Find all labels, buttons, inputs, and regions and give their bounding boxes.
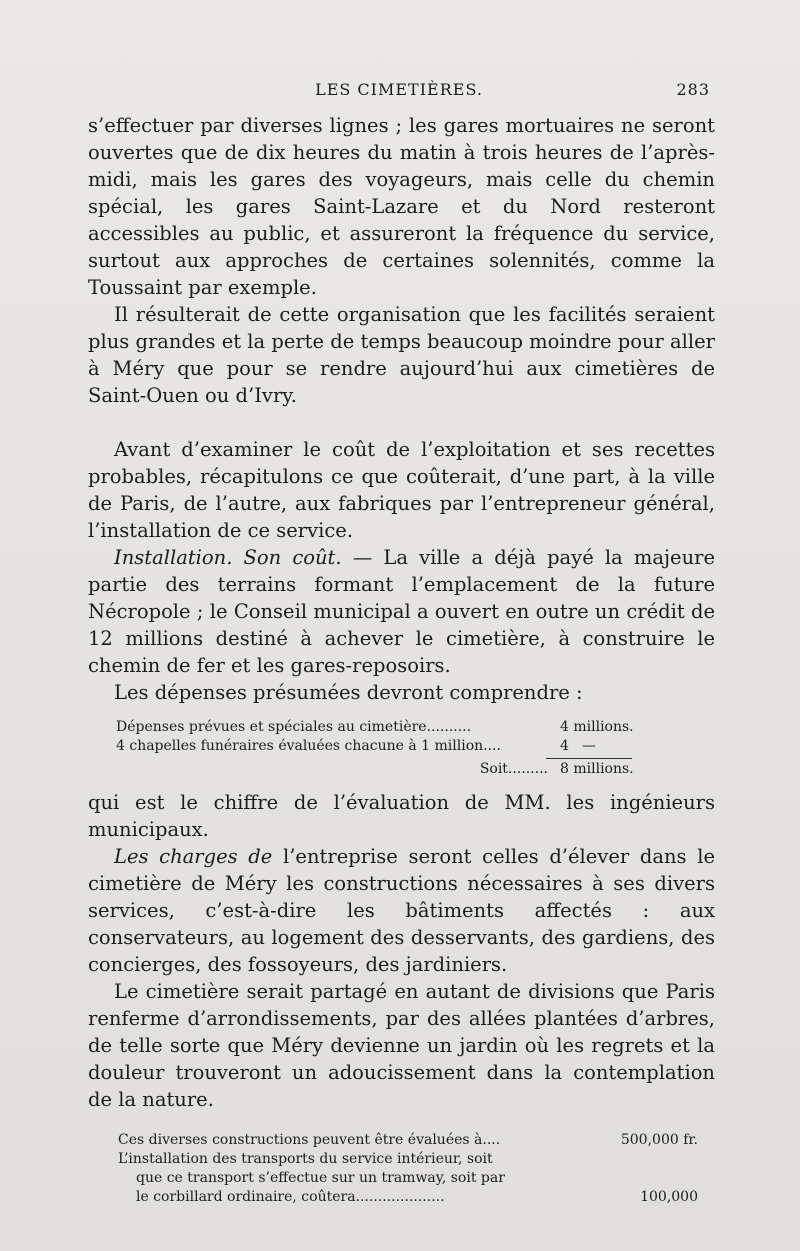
section-gap — [88, 409, 715, 436]
expenses-row-label: 4 chapelles funéraires évaluées chacune à 1 million.... — [116, 738, 501, 754]
constructions-row — [118, 1150, 698, 1207]
constructions-row-amount: 500,000 fr. — [620, 1132, 698, 1148]
page-body — [88, 112, 715, 1207]
expenses-row — [116, 737, 680, 756]
paragraph-recap: Avant d’examiner le coût de l’exploitation et ses recettes probables, récapitulons ce que coûterait, d’une part, à la ville de Paris, de l’autre, aux fabriques par l’entrepreneur général, l’installation de ce service. — [88, 438, 715, 542]
expenses-row-amount — [552, 737, 680, 756]
paragraph-divisions: Le cimetière serait partagé en autant de divisions que Paris renferme d’arrondissements, par des allées plantées d’arbres, de telle sorte que Méry devienne un jardin où les regrets et la douleur trouveront un adoucissement dans la contemplation de la nature. — [88, 980, 715, 1111]
constructions-table — [118, 1131, 698, 1207]
expenses-row-amount-number: 4 — [560, 738, 569, 754]
expenses-row-amount: 4 millions. — [560, 719, 634, 735]
constructions-row-label — [118, 1150, 598, 1207]
sum-rule — [546, 758, 632, 759]
transport-line: L’installation des transports du service intérieur, soit — [118, 1151, 493, 1167]
expenses-table — [116, 718, 680, 779]
charges-heading: Les charges de — [114, 845, 273, 868]
constructions-row — [118, 1131, 698, 1150]
installation-heading: Installation. Son coût. — [114, 546, 342, 569]
running-title: LES CIMETIÈRES. — [315, 80, 483, 99]
paragraph-installation — [88, 544, 715, 679]
paragraph-continuation: s’effectuer par diverses lignes ; les gares mortuaires ne seront ouvertes que de dix heures du matin à trois heures de l’après-midi, mais les gares des voyageurs, mais celle du chemin spécial, les gares Saint-Lazare et du Nord resteront accessibles au public, et assureront la fréquence du service, surtout aux approches de certaines solennités, comme la Toussaint par exemple. — [88, 114, 715, 299]
paragraph-charges — [88, 843, 715, 978]
expenses-row — [116, 718, 680, 737]
expenses-total-row — [116, 760, 680, 779]
expenses-total-amount: 8 millions. — [560, 761, 634, 777]
charges-text: l’entreprise seront celles d’élever dans le cimetière de Méry les constructions nécessaires à ses divers services, c’est-à-dire les bâtiments affectés : aux conservateurs, au logement des desservants, des gardiens, des concierges, des fossoyeurs, des jardiniers. — [88, 845, 715, 976]
constructions-row-label: Ces diverses constructions peuvent être évaluées à.... — [118, 1132, 501, 1148]
paragraph-expenses-intro: Les dépenses présumées devront comprendre : — [114, 681, 583, 704]
ditto-dash: — — [581, 738, 596, 754]
constructions-row-amount: 100,000 — [640, 1189, 698, 1205]
transport-line: que ce transport s’effectue sur un tramway, soit par — [136, 1170, 505, 1186]
paragraph-facilities: Il résulterait de cette organisation que les facilités seraient plus grandes et la perte de temps beaucoup moindre pour aller à Méry que pour se rendre aujourd’hui aux cimetières de Saint-Ouen ou d’Ivry. — [88, 303, 715, 407]
installation-text: — La ville a déjà payé la majeure partie des terrains formant l’emplacement de la future Nécropole ; le Conseil municipal a ouvert en outre un crédit de 12 millions destiné à achever le cimetière, à construire le chemin de fer et les gares-reposoirs. — [88, 546, 715, 677]
expenses-total-label: Soit......... — [479, 761, 548, 777]
running-header — [88, 80, 710, 106]
paragraph-engineers: qui est le chiffre de l’évaluation de MM. les ingénieurs municipaux. — [88, 791, 715, 841]
transport-line: le corbillard ordinaire, coûtera.................... — [136, 1189, 445, 1205]
expenses-row-label: Dépenses prévues et spéciales au cimetière.......... — [116, 719, 472, 735]
page-number: 283 — [676, 80, 710, 99]
